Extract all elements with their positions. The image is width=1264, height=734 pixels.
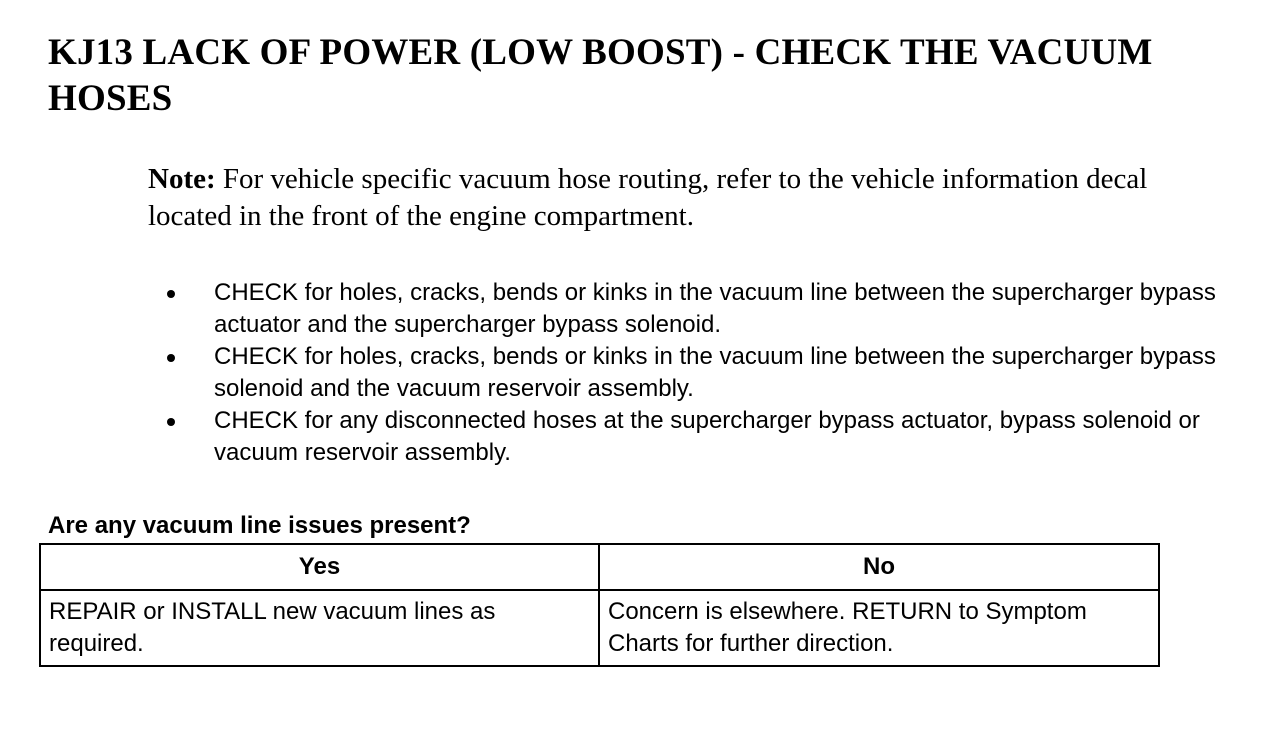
cell-yes-action: REPAIR or INSTALL new vacuum lines as required.: [40, 590, 599, 666]
list-item: [160, 277, 1240, 341]
list-item: [160, 405, 1240, 469]
note-label: Note:: [148, 163, 216, 195]
check-steps-list: [160, 277, 1240, 469]
step-text: CHECK for any disconnected hoses at the supercharger bypass actuator, bypass solenoid or vacuum reservoir assembly.: [214, 407, 1200, 466]
bullet-icon: [167, 354, 175, 362]
step-text: CHECK for holes, cracks, bends or kinks in the vacuum line between the supercharger bypass actuator and the supercharger bypass solenoid.: [214, 279, 1216, 338]
step-text: CHECK for holes, cracks, bends or kinks in the vacuum line between the supercharger bypass solenoid and the vacuum reservoir assembly.: [214, 343, 1216, 402]
header-no: No: [599, 544, 1159, 590]
table-row: [40, 590, 1159, 666]
bullet-icon: [167, 290, 175, 298]
table-header-row: [40, 544, 1159, 590]
cell-no-action: Concern is elsewhere. RETURN to Symptom Charts for further direction.: [599, 590, 1159, 666]
note-paragraph: [148, 161, 1238, 235]
bullet-icon: [167, 418, 175, 426]
note-text: For vehicle specific vacuum hose routing, refer to the vehicle information decal located in the front of the engine compartment.: [148, 163, 1148, 232]
header-yes: Yes: [40, 544, 599, 590]
decision-table: [39, 543, 1160, 667]
decision-question: Are any vacuum line issues present?: [48, 512, 471, 539]
page-title: KJ13 LACK OF POWER (LOW BOOST) - CHECK THE VACUUM HOSES: [48, 32, 1153, 119]
list-item: [160, 341, 1240, 405]
